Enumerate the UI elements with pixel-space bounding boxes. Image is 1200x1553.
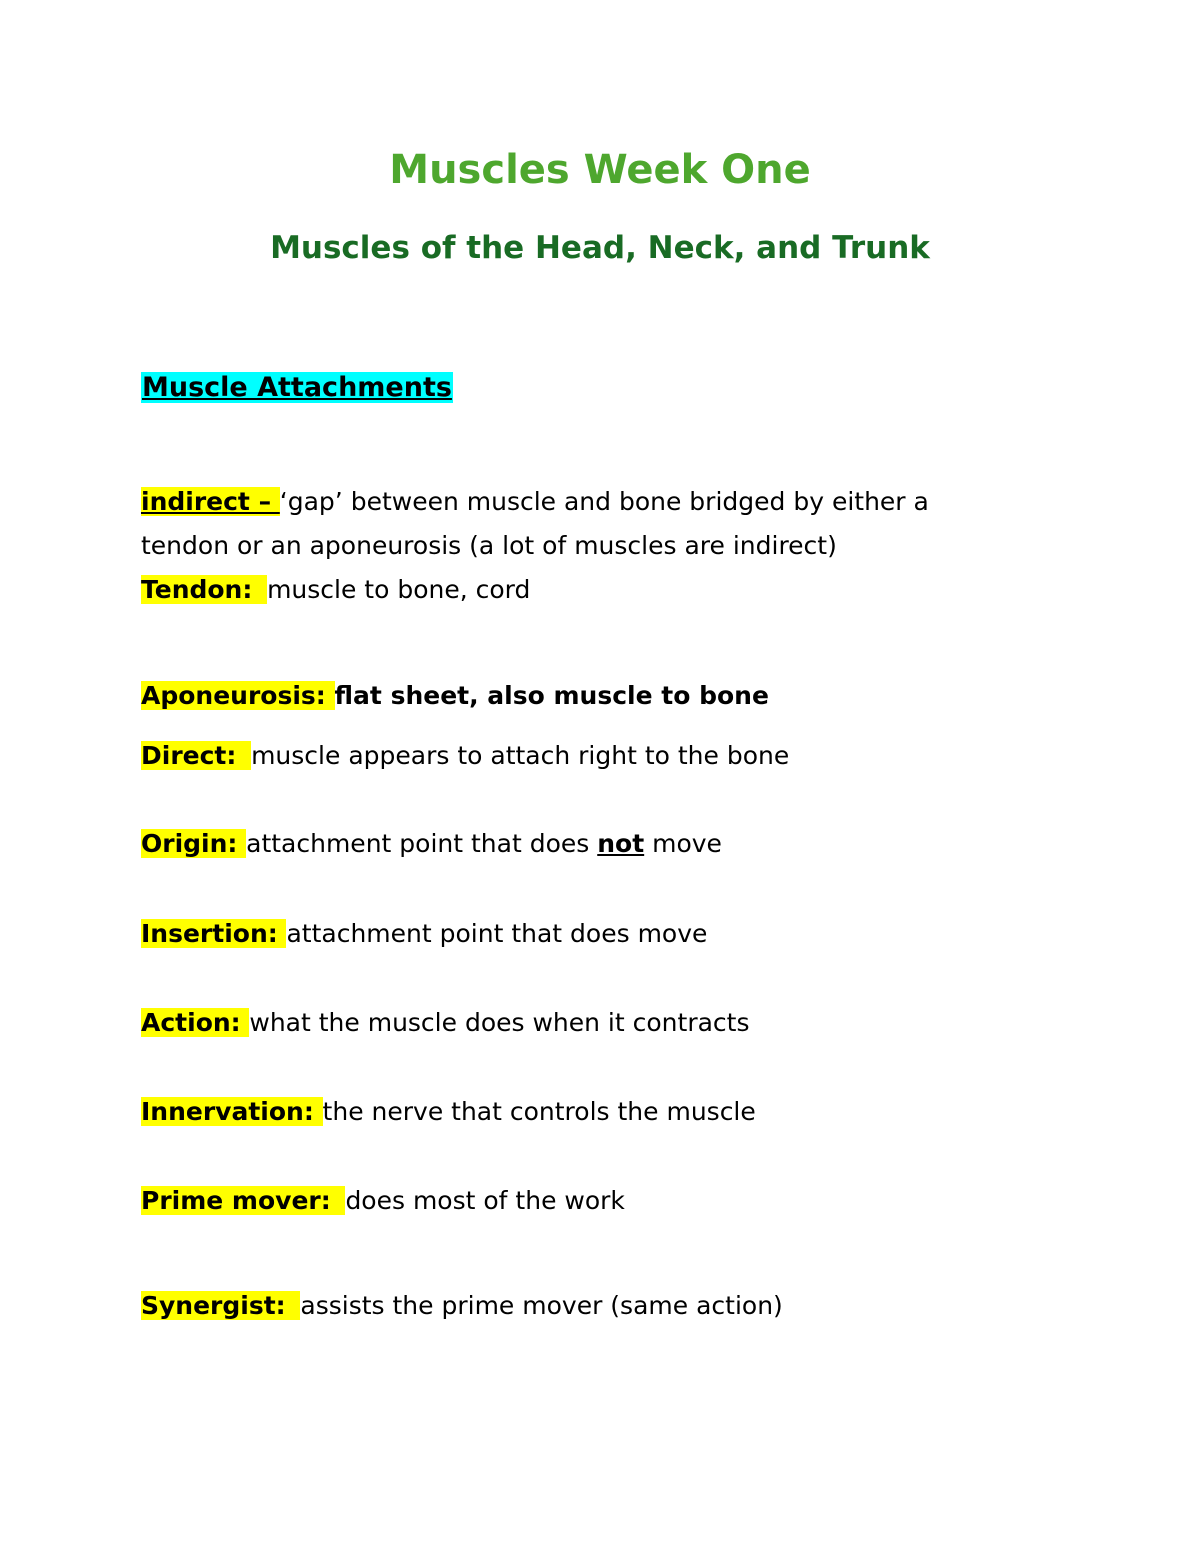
definition-indirect-part-1: ‘gap’ between muscle and bone bridged by either a — [279, 487, 929, 516]
definition-origin-emphasis: not — [597, 829, 645, 858]
entry-aponeurosis — [141, 674, 1041, 718]
entry-indirect-line-2 — [141, 524, 1041, 568]
term-aponeurosis: Aponeurosis: — [141, 681, 335, 710]
entry-innervation — [141, 1090, 1041, 1134]
term-origin: Origin: — [141, 829, 247, 858]
entry-indirect-line-1 — [141, 480, 1041, 524]
definition-direct: muscle appears to attach right to the bone — [251, 741, 790, 770]
definition-insertion: attachment point that does move — [286, 919, 708, 948]
definition-action: what the muscle does when it contracts — [249, 1008, 750, 1037]
entry-action — [141, 1001, 1041, 1045]
entry-origin — [141, 822, 1041, 866]
document-title: Muscles Week One — [389, 147, 811, 193]
definition-indirect-part-2: tendon or an aponeurosis (a lot of muscles are indirect) — [141, 531, 837, 560]
section-heading-text: Muscle Attachments — [142, 372, 452, 403]
definition-innervation: the nerve that controls the muscle — [322, 1097, 756, 1126]
term-tendon: Tendon: — [141, 575, 267, 604]
term-insertion: Insertion: — [141, 919, 287, 948]
definition-origin-after: move — [644, 829, 722, 858]
definition-synergist: assists the prime mover (same action) — [300, 1291, 783, 1320]
term-prime-mover: Prime mover: — [141, 1186, 345, 1215]
term-synergist: Synergist: — [141, 1291, 300, 1320]
entry-prime-mover — [141, 1179, 1041, 1223]
term-direct: Direct: — [141, 741, 251, 770]
definition-aponeurosis: flat sheet, also muscle to bone — [334, 681, 769, 710]
definition-origin-before: attachment point that does — [246, 829, 598, 858]
entry-synergist — [141, 1284, 1041, 1328]
term-innervation: Innervation: — [141, 1097, 323, 1126]
document-subtitle: Muscles of the Head, Neck, and Trunk — [270, 230, 930, 266]
term-action: Action: — [141, 1008, 250, 1037]
section-heading — [141, 366, 453, 410]
term-indirect: indirect – — [141, 487, 280, 516]
entry-insertion — [141, 912, 1041, 956]
definition-tendon: muscle to bone, cord — [267, 575, 531, 604]
entry-direct — [141, 734, 1041, 778]
entry-tendon — [141, 568, 1041, 612]
definition-prime-mover: does most of the work — [345, 1186, 625, 1215]
